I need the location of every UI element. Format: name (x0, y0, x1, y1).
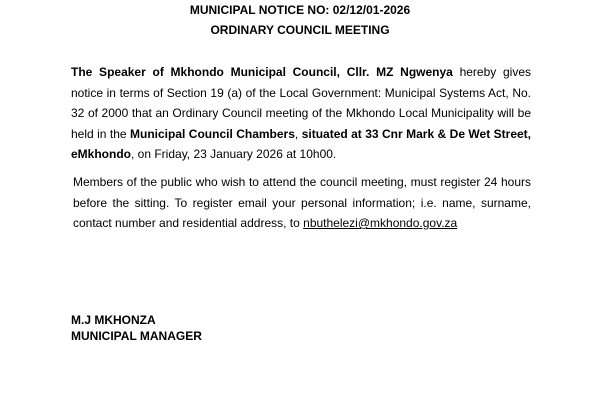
venue-text: Municipal Council Chambers (130, 126, 295, 141)
separator-text: , (294, 126, 302, 141)
signatory-name: M.J MKHONZA (71, 313, 156, 327)
date-time-text: , on Friday, 23 January 2026 at 10h00. (131, 147, 337, 161)
address-text: situated at 33 Cnr Mark & De Wet Street, eMkhondo (71, 126, 531, 161)
notice-text: hereby gives notice in terms of Section 19 (a) of the Local Government: Municipal Systems Act, No. 32 of 2000 that an Ordinary Council meeting of the Mkhondo Local Municipality will be held in the (71, 65, 532, 141)
notice-paragraph (71, 62, 531, 165)
signatory-title: MUNICIPAL MANAGER (71, 329, 202, 343)
notice-number: MUNICIPAL NOTICE NO: 02/12/01-2026 (189, 3, 411, 17)
email-link[interactable]: nbuthelezi@mkhondo.gov.za (303, 216, 458, 230)
registration-paragraph (73, 172, 531, 234)
registration-text: Members of the public who wish to attend the council meeting, must register 24 hours before the sitting. To register email your personal information; i.e. name, surname, contact number and residential address, to (73, 175, 531, 230)
speaker-text: The Speaker of Mkhondo Municipal Council, Cllr. MZ Ngwenya (71, 65, 453, 79)
meeting-title: ORDINARY COUNCIL MEETING (210, 23, 390, 37)
